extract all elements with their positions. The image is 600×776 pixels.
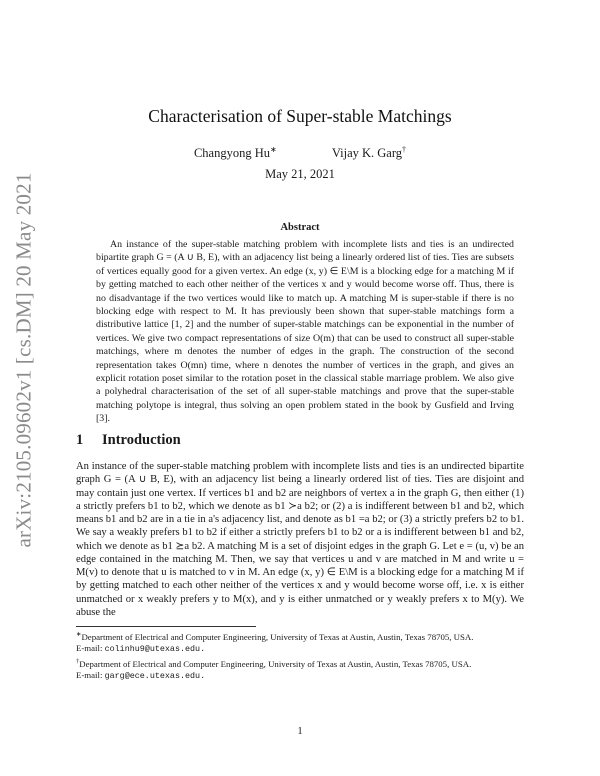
footnote-mark: ∗: [76, 631, 82, 638]
footnote: [76, 656, 532, 682]
author-name: Changyong Hu: [193, 146, 271, 161]
author-name: Vijay K. Garg: [331, 146, 403, 161]
email-link[interactable]: garg@ece.utexas.edu.: [104, 670, 206, 681]
footnote-mark: †: [76, 658, 80, 665]
footnote-rule: [76, 626, 256, 627]
author-item: [194, 145, 277, 161]
introduction-paragraph: An instance of the super-stable matching problem with incomplete lists and ties is an undirected bipartite graph G = (A ∪ B, E), with an adjacency list being a linearly ordered list of ties. Ties are disjoint and may contain just one vertex. If vertices b1 and b2 are neighbors of vertex a in the graph G, then either (1) a strictly prefers b1 to b2, which we denote as b1 ≻a b2; or (2) a is indifferent between b1 and b2, which means b1 and b2 are in a tie in a's adjacency list, and denote as b1 =a b2; or (3) a strictly prefers b2 to b1. We say a weakly prefers b1 to b2 if either a strictly prefers b1 to b2 or a is indifferent between b1 and b2, which we denote as b1 ⪰a b2. A matching M is a set of disjoint edges in the graph G. Let e = (u, v) be an edge contained in the matching M. Then, we say that vertices u and v are matched in M and write u = M(v) to denote that u is matched to v in M. An edge (x, y) ∈ E\M is a blocking edge for a matching M if by getting matched to each other neither of the vertices x and y would become worse off, i.e. x is either unmatched or x weakly prefers y to M(x), and y is either unmatched or y weakly prefers x to M(y). We abuse the: [76, 461, 524, 618]
section-title: Introduction: [102, 432, 181, 448]
abstract-body: An instance of the super-stable matching problem with incomplete lists and ties is an undirected bipartite graph G = (A ∪ B, E), with an adjacency list being a linearly ordered list of ties. Ties are subsets of vertices equally good for a given vertex. An edge (x, y) ∈ E\M is a blocking edge for a matching M if by getting matched to each other neither of the vertices x and y would become worse off. Thus, there is no disadvantage if the two vertices would like to match up. A matching M is super-stable if there is no blocking edge with respect to M. It has previously been shown that super-stable matchings form a distributive lattice [1, 2] and the number of super-stable matchings can be exponential in the number of vertices. We give two compact representations of size O(m) that can be used to construct all super-stable matchings, where m denotes the number of edges in the graph. The construction of the second representation takes O(mn) time, where n denotes the number of vertices in the graph, and gives an explicit rotation poset similar to the rotation poset in the classical stable marriage problem. We also give a polyhedral characterisation of the set of all super-stable matchings and prove that the super-stable matching polytope is integral, thus solving an open problem stated in the book by Gusfield and Irving [3].: [96, 239, 514, 425]
section-number: 1: [76, 432, 84, 448]
footnote: [76, 629, 532, 655]
email-label: E-mail:: [76, 669, 103, 680]
arxiv-stamp: [4, 172, 44, 548]
author-footnote-mark: ∗: [270, 145, 277, 154]
page-number: 1: [297, 726, 303, 737]
author-footnote-mark: †: [402, 145, 407, 154]
email-label: E-mail:: [76, 642, 103, 653]
email-link[interactable]: colinhu9@utexas.edu.: [104, 643, 206, 654]
author-list: [0, 145, 600, 161]
publication-date: May 21, 2021: [265, 167, 335, 181]
author-item: [332, 145, 406, 161]
footnote-affiliation: Department of Electrical and Computer Engineering, University of Texas at Austin, Austin, Texas 78705, USA.: [79, 658, 472, 669]
abstract-heading: Abstract: [280, 222, 320, 233]
paper-title: Characterisation of Super-stable Matchings: [148, 106, 452, 126]
section-heading: [76, 432, 181, 449]
footnote-affiliation: Department of Electrical and Computer Engineering, University of Texas at Austin, Austin, Texas 78705, USA.: [81, 631, 474, 642]
arxiv-id-label: arXiv:2105.09602v1 [cs.DM] 20 May 2021: [11, 172, 36, 548]
